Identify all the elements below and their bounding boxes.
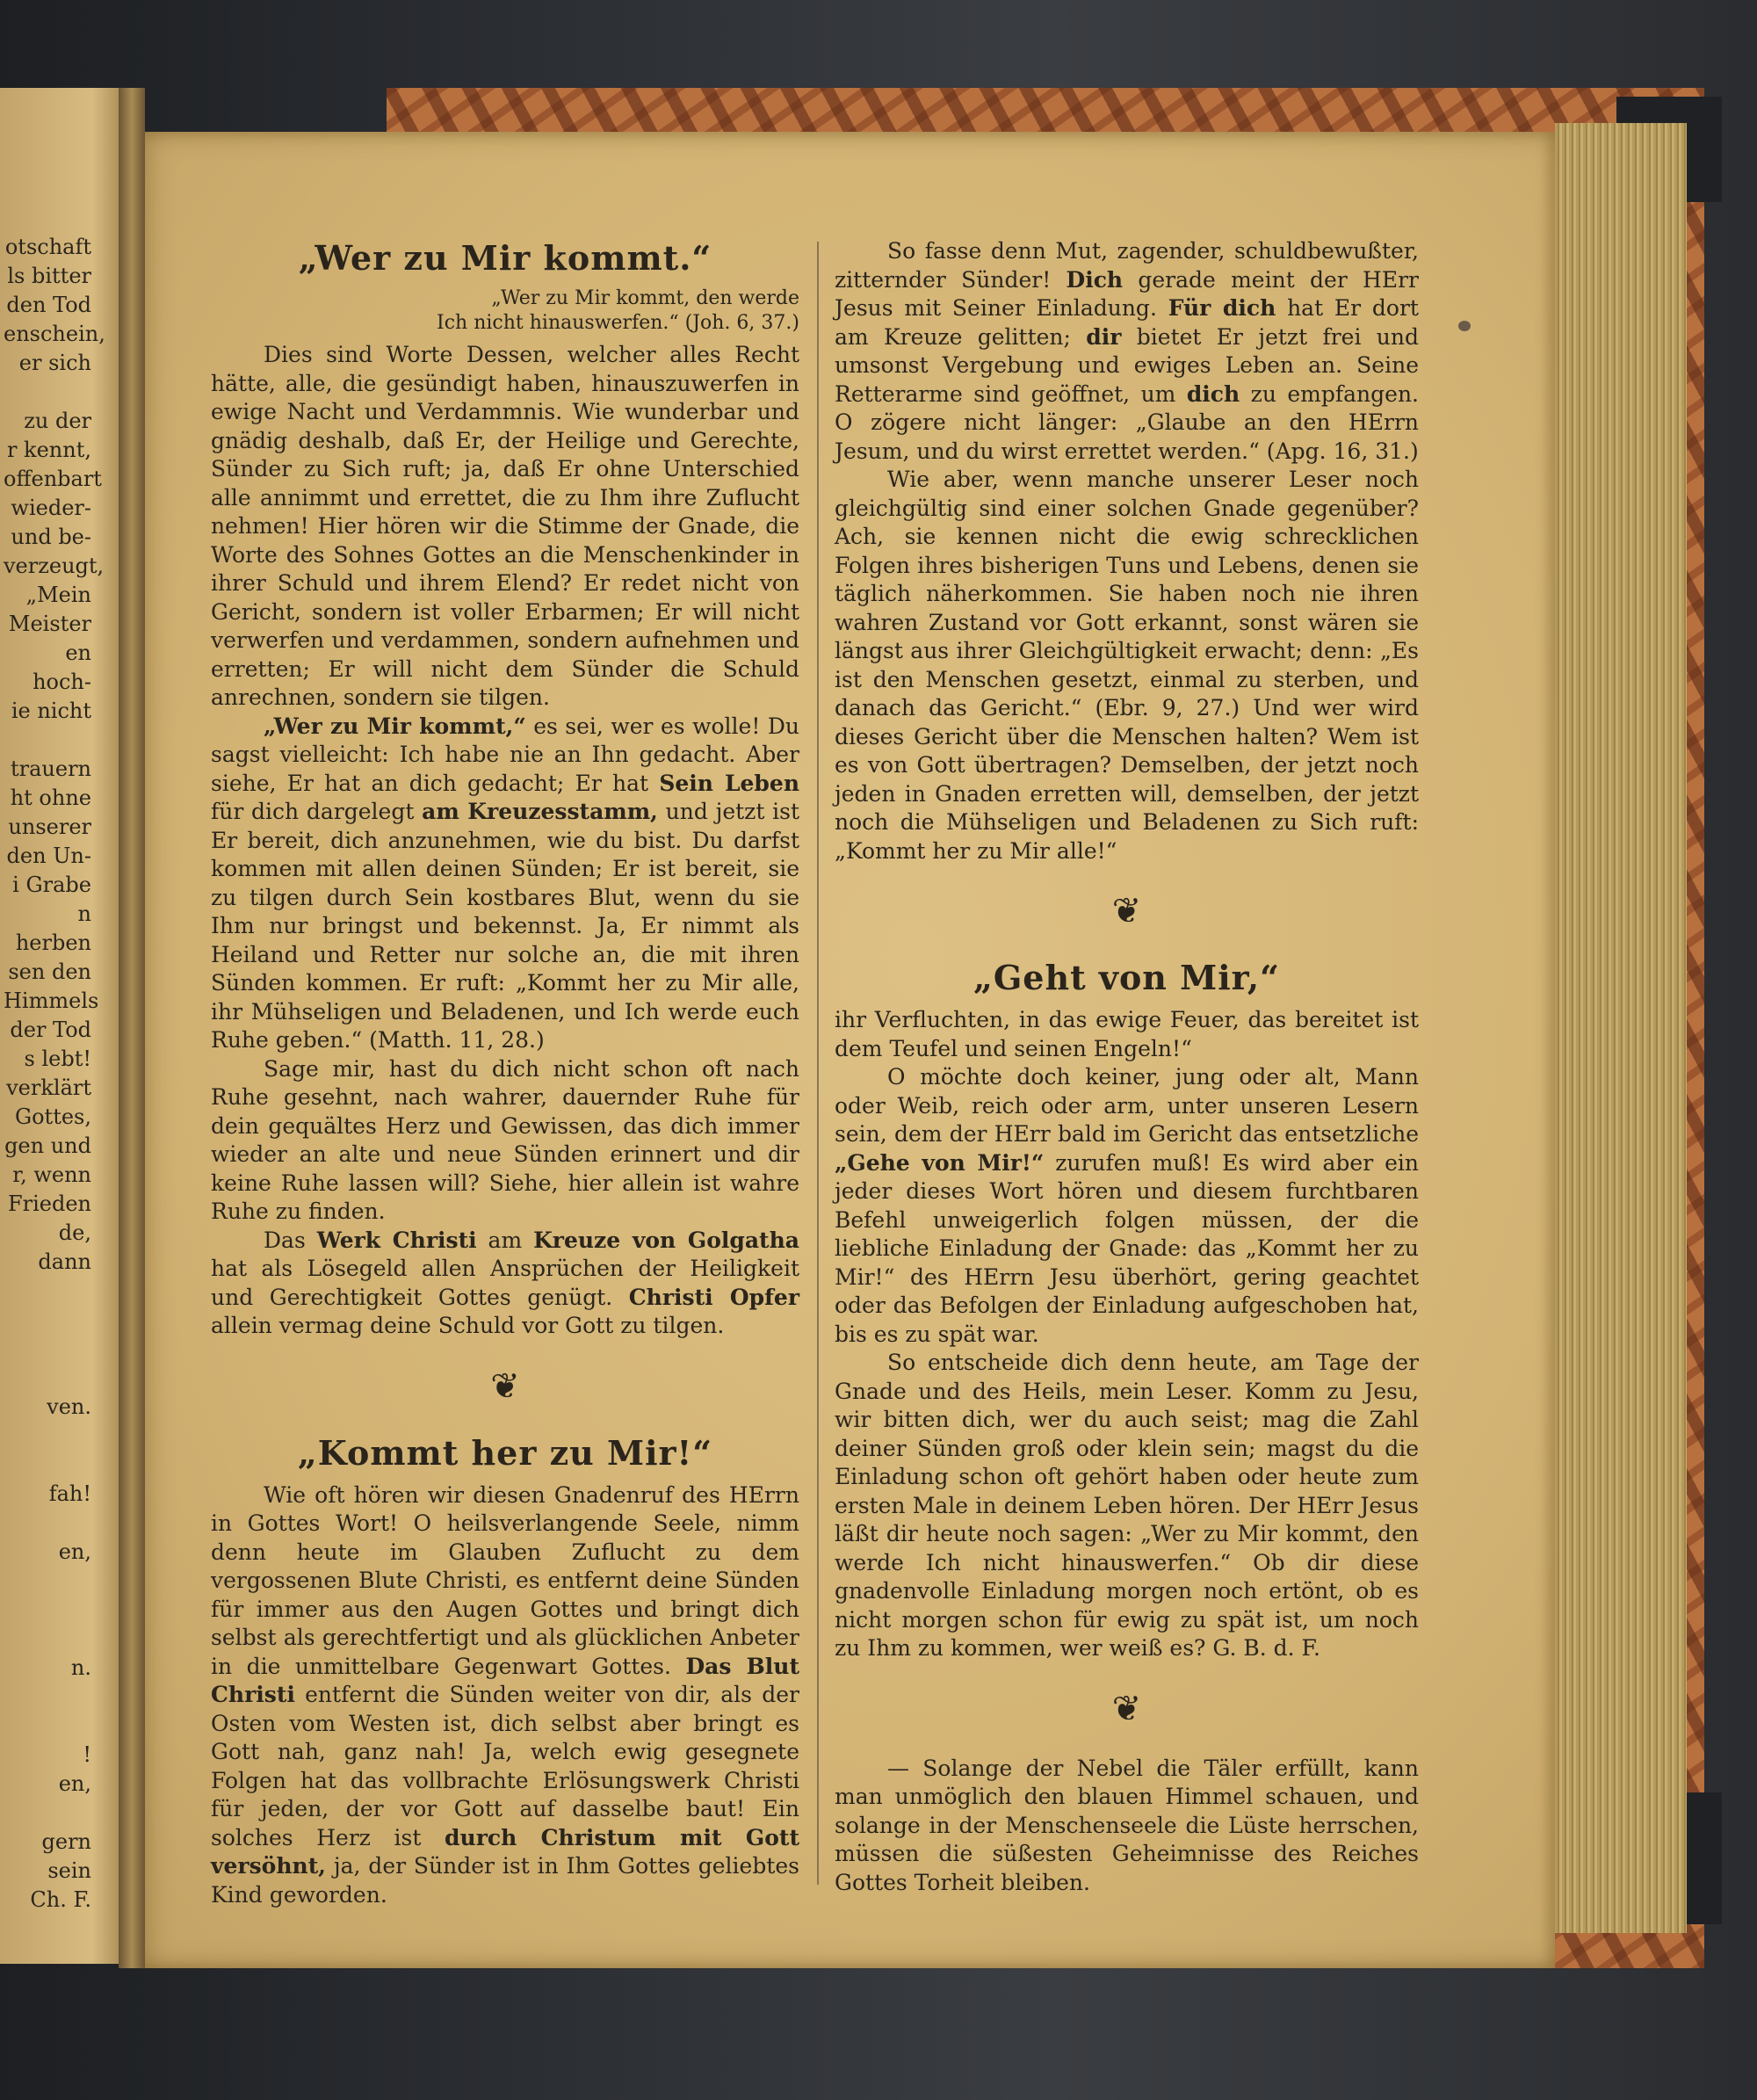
left-page-line: ven.	[47, 1394, 91, 1419]
left-page	[0, 88, 132, 1964]
left-page-line: Himmels	[4, 988, 99, 1013]
left-page-line: i Grabe	[12, 873, 91, 897]
left-page-line: gen und	[4, 1133, 91, 1158]
left-page-line: enschein,	[4, 322, 105, 346]
paragraph: Wie oft hören wir diesen Gnadenruf des HErrn in Gottes Wort! O heilsverlangende Seele, nimm denn heute im Glauben Zuflucht zu dem vergossenen Blute Christi, es entfernt deine Sünden für immer aus den Augen Gottes und bringt dich selbst als gerechtfertigt und als glücklichen Anbeter in die unmittelbare Gegenwart Gottes. Das Blut Christi entfernt die Sünden weiter von dir, als der Osten vom Westen ist, dich selbst aber bringt es Gott nah, ganz nah! Ja, welch ewig gesegnete Folgen hat das vollbrachte Erlösungswerk Christi für jeden, der vor Gott auf dasselbe baut! Ein solches Herz ist durch Christum mit Gott versöhnt, ja, der Sünder ist in Ihm Gottes geliebtes Kind geworden.	[211, 1481, 800, 1908]
article-title: „Wer zu Mir kommt.“	[298, 238, 712, 278]
left-page-line	[4, 1799, 91, 1828]
left-page-line: den Tod	[6, 293, 91, 317]
article-title: „Geht von Mir,“	[972, 958, 1281, 997]
left-page-line: er sich	[18, 351, 91, 375]
left-page-line: de, dann	[38, 1220, 91, 1274]
left-page-line: verklärt	[6, 1075, 91, 1100]
left-page-line: trauern	[10, 757, 91, 781]
paragraph: Wie aber, wenn manche unserer Leser noch gleichgültig sind einer solchen Gnade gegenüber? Ach, sie kennen nicht die ewig schrecklichen Folgen ihres bisherigen Tuns und Lebens, denen sie täglich näherkommen. Sie haben noch nie ihren wahren Zustand vor Gott erkannt, sonst wären sie längst aus ihrer Gleichgültigkeit erwacht; denn: „Es ist den Menschen gesetzt, einmal zu sterben, und danach das Gericht.“ (Ebr. 9, 27.) Und wer wird dieses Gericht über die Menschen halten? Wem ist es von Gott übertragen? Demselben, der jetzt noch jeden in Gnaden erretten will, demselben, der jetzt noch die Mühseligen und Beladenen zu Sich ruft: „Kommt her zu Mir alle!“	[835, 467, 1419, 864]
left-page-line: n herben	[15, 902, 91, 955]
left-page-line: !	[83, 1742, 91, 1767]
left-page-line: fah!	[48, 1481, 91, 1506]
left-page-line: s lebt!	[24, 1046, 91, 1071]
left-page-line	[4, 1451, 91, 1480]
paragraph: Dies sind Worte Dessen, welcher alles Recht hätte, alle, die gesündigt haben, hinauszuwerfen in ewige Nacht und Verdammnis. Wie wunderbar und gnädig deshalb, daß Er, der Heilige und Gerechte, Sünder zu Sich ruft; ja, daß Er ohne Unterschied alle annimmt und errettet, die zu Ihm ihre Zuflucht nehmen! Hier hören wir die Stimme der Gnade, die Worte des Sohnes Gottes an die Menschenkinder in ihrer Schuld und ihrem Elend? Er redet nicht von Gericht, sondern ist voller Erbarmen; Er will nicht verwerfen und verdammen, sondern aufnehmen und erretten; Er will nicht dem Sünder die Schuld anrechnen, sondern sie tilgen.	[211, 342, 799, 710]
left-page-line: wieder-	[11, 496, 91, 520]
left-page-line: n.	[70, 1655, 91, 1680]
left-page-line: „Mein	[25, 583, 91, 607]
left-page-line: ls bitter	[7, 264, 91, 288]
paragraph: So fasse denn Mut, zagender, schuldbewußter, zitternder Sünder! Dich gerade meint der HErr Jesus mit Seiner Einladung. Für dich hat Er dort am Kreuze gelitten; dir bietet Er jetzt frei und umsonst Vergebung und ewiges Leben an. Seine Retterarme sind geöffnet, um dich zu empfangen. O zögere nicht länger: „Glaube an den HErrn Jesum, und du wirst errettet werden.“ (Apg. 16, 31.)	[835, 238, 1419, 464]
paragraph: ihr Verfluchten, in das ewige Feuer, das bereitet ist dem Teufel und seinen Engeln!“	[835, 1007, 1419, 1061]
ornament-icon: ❦	[1111, 1688, 1142, 1729]
left-page-line: und be-	[11, 525, 91, 549]
left-page-line	[4, 1364, 91, 1393]
left-page-line: ie nicht	[11, 699, 91, 723]
left-page-line: verzeugt,	[4, 554, 105, 578]
left-page-line: sen den	[8, 959, 91, 984]
left-page-line: en,	[58, 1771, 91, 1796]
epigraph: „Wer zu Mir kommt, den werde Ich nicht hinauswerfen.“ (Joh. 6, 37.)	[437, 287, 799, 334]
left-page-line	[4, 1683, 91, 1712]
left-page-line	[4, 1335, 91, 1364]
paragraph: O möchte doch keiner, jung oder alt, Mann oder Weib, reich oder arm, unter unseren Lesern sein, dem der HErr bald im Gericht das entsetzliche „Gehe von Mir!“ zurufen muß! Es wird aber ein jeder dieses Wort hören und diesem furchtbaren Befehl unweigerlich folgen müssen, der die liebliche Einladung der Gnade: das „Kommt her zu Mir!“ des HErrn Jesu überhört, gering geachtet oder das Befolgen der Einladung aufgeschoben hat, bis es zu spät war.	[835, 1064, 1419, 1347]
left-page-line	[4, 378, 91, 407]
left-page-line: den Un-	[6, 844, 91, 868]
left-page-line: der Tod	[10, 1017, 91, 1042]
ornament-icon: ❦	[1111, 891, 1142, 931]
left-page-line: en,	[58, 1539, 91, 1564]
column-right	[835, 237, 1419, 1897]
left-page-line: unserer	[8, 815, 91, 839]
paragraph: „Wer zu Mir kommt,“ es sei, wer es wolle! Du sagst vielleicht: Ich habe nie an Ihn gedacht. Aber siehe, Er hat an dich gedacht; Er hat Sein Leben für dich dargelegt am Kreuzesstamm, und jetzt ist Er bereit, dich anzunehmen, wie du bist. Du darfst kommen mit allen deinen Sünden; Er ist bereit, sie zu tilgen durch Sein kostbares Blut, wenn du sie Ihm nur bringst und bekennst. Ja, Er nimmt als Heiland und Retter nur solche an, die mit ihren Sünden kommen. Er ruft: „Kommt her zu Mir alle, ihr Mühseligen und Beladenen, und Ich werde euch Ruhe geben.“ (Matth. 11, 28.)	[211, 713, 800, 1053]
left-page-line	[4, 1596, 91, 1625]
left-page-line: r, wenn	[12, 1162, 91, 1187]
left-page-line	[4, 1277, 91, 1306]
left-page-line	[4, 1625, 91, 1654]
book-gutter	[119, 88, 145, 1968]
left-page-line: Ch. F.	[30, 1887, 91, 1912]
left-page-text-fragments	[4, 233, 105, 1915]
left-page-line: Frieden	[7, 1191, 91, 1216]
article-title: „Kommt her zu Mir!“	[297, 1432, 713, 1473]
left-page-line	[4, 1422, 91, 1451]
left-page-line: ht ohne	[10, 786, 91, 810]
left-page-line	[4, 1306, 91, 1335]
ornament-icon: ❦	[490, 1365, 520, 1407]
left-page-line: en hoch-	[33, 641, 91, 694]
left-page-line: zu der	[24, 409, 91, 433]
left-page-line: Gottes,	[14, 1104, 91, 1129]
paragraph: Sage mir, hast du dich nicht schon oft nach Ruhe gesehnt, nach wahrer, dauernder Ruhe für dein gequältes Herz und Gewissen, das dich immer wieder an alte und neue Sünden erinnert und dir keine Ruhe lassen will? Siehe, hier allein ist wahre Ruhe zu finden.	[211, 1055, 799, 1224]
left-page-line: otschaft	[4, 235, 91, 259]
left-page-line: gern sein	[41, 1829, 91, 1883]
left-page-line: r kennt,	[6, 438, 91, 462]
column-left	[211, 237, 799, 1909]
left-page-line: Meister	[8, 612, 91, 636]
paragraph: Das Werk Christi am Kreuze von Golgatha hat als Lösegeld allen Ansprüchen der Heiligkeit und Gerechtigkeit Gottes genügt. Christi Opfer allein vermag deine Schuld vor Gott zu tilgen.	[211, 1227, 799, 1338]
paragraph: — Solange der Nebel die Täler erfüllt, kann man unmöglich den blauen Himmel schauen, und solange in der Menschenseele die Lüste herrschen, müssen die süßesten Geheimnisse des Reiches Gottes Torheit bleiben.	[835, 1755, 1419, 1895]
left-page-line	[4, 1567, 91, 1596]
left-page-line	[4, 726, 91, 755]
left-page-line: offenbart	[4, 467, 102, 491]
signature: G. B. d. F.	[1212, 1635, 1320, 1661]
left-page-line	[4, 1509, 91, 1538]
paragraph: So entscheide dich denn heute, am Tage der Gnade und des Heils, mein Leser. Komm zu Jesu, wir bitten dich, wer du auch seist; mag die Zahl deiner Sünden groß oder klein sein; magst du die Einladung schon oft gehört haben oder heute zum ersten Male in deinem Leben hören. Der HErr Jesus läßt dir heute noch sagen: „Wer zu Mir kommt, den werde Ich nicht hinauswerfen.“ Ob dir diese gnadenvolle Einladung morgen noch ertönt, ob es nicht morgen schon für ewig zu spät ist, um noch zu Ihm zu kommen, wer weiß es? G. B. d. F.	[835, 1350, 1419, 1661]
left-page-line	[4, 1712, 91, 1741]
column-rule	[817, 242, 819, 1885]
page-spot	[1458, 321, 1471, 331]
page-edges	[1555, 123, 1687, 1933]
